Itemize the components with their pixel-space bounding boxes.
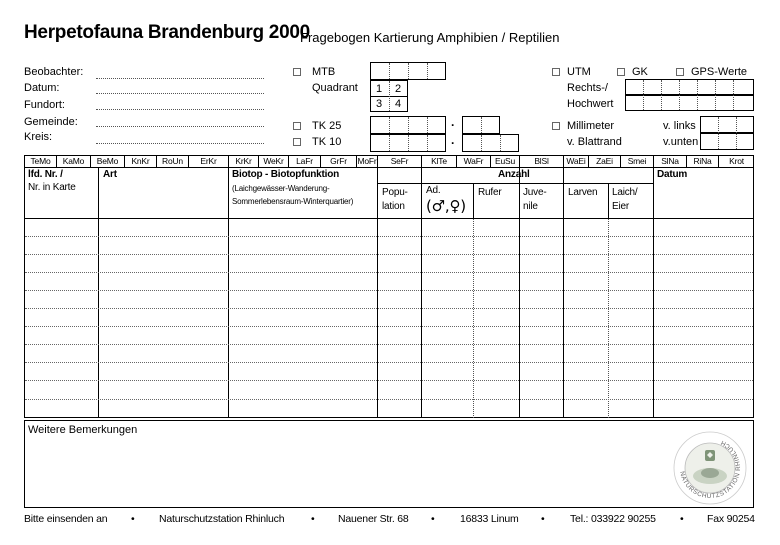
code-waei: WaEi	[566, 156, 586, 166]
footer-bullet: •	[680, 513, 684, 525]
mtb-label: MTB	[312, 66, 336, 78]
code-zaei: ZaEi	[596, 156, 613, 166]
code-smei: Smei	[627, 156, 647, 166]
population-header: Popu-	[382, 187, 408, 198]
table-row[interactable]	[25, 254, 753, 255]
form-title: Herpetofauna Brandenburg 2000	[24, 22, 310, 43]
table-row[interactable]	[25, 290, 753, 291]
mm-label: Millimeter	[567, 120, 615, 132]
utm-option[interactable]	[552, 66, 560, 78]
gemeinde-label: Gemeinde:	[24, 116, 78, 128]
anzahl-header: Anzahl	[498, 169, 530, 180]
table-row[interactable]	[25, 399, 753, 400]
kreis-label: Kreis:	[24, 131, 53, 143]
population-header-2: lation	[382, 201, 405, 212]
table-row[interactable]	[25, 272, 753, 273]
table-row[interactable]	[25, 308, 753, 309]
tk10-checkbox[interactable]	[293, 138, 301, 146]
mm-checkbox[interactable]	[552, 122, 560, 130]
lfd-nr-sub: Nr. in Karte	[28, 182, 76, 193]
footer-send-label: Bitte einsenden an	[24, 513, 108, 525]
fundort-label: Fundort:	[24, 99, 65, 111]
laich-header: Laich/	[612, 187, 638, 198]
code-grfr: GrFr	[330, 156, 347, 166]
footer-bullet: •	[431, 513, 435, 525]
kreis-field[interactable]	[96, 143, 264, 144]
code-klte: KlTe	[431, 156, 447, 166]
tk10-label: TK 10	[312, 136, 342, 148]
gk-option[interactable]	[617, 66, 625, 78]
footer-city: 16833 Linum	[460, 513, 519, 525]
biotop-sub2: Sommerlebensraum-Winterquartier)	[232, 197, 354, 206]
code-wekr: WeKr	[263, 156, 284, 166]
rechtswert-box[interactable]	[625, 79, 754, 95]
gps-label: GPS-Werte	[691, 66, 748, 78]
svg-text:NATURSCHUTZSTATION RHINLUCH: NATURSCHUTZSTATION RHINLUCH	[678, 438, 743, 501]
vunten-label: v.unten	[663, 136, 699, 148]
fundort-field[interactable]	[96, 109, 264, 110]
mm-option[interactable]	[552, 120, 560, 132]
hochwert-box[interactable]	[625, 95, 754, 111]
gk-checkbox[interactable]	[617, 68, 625, 76]
blatt-label: v. Blattrand	[567, 136, 622, 148]
vunten-box[interactable]	[700, 133, 754, 150]
gps-option[interactable]	[676, 66, 684, 78]
mtb-option[interactable]	[293, 66, 301, 78]
form-subtitle: Fragebogen Kartierung Amphibien / Reptilien	[300, 30, 560, 45]
gps-checkbox[interactable]	[676, 68, 684, 76]
code-sefr: SeFr	[390, 156, 409, 166]
adult-header: Ad.	[426, 185, 441, 196]
datum-field[interactable]	[96, 93, 264, 94]
tk25-label: TK 25	[312, 120, 342, 132]
code-knkr: KnKr	[131, 156, 150, 166]
utm-label: UTM	[567, 66, 591, 78]
art-header: Art	[103, 169, 117, 180]
footer-fax: Fax 90254	[707, 513, 755, 525]
quadrant-label: Quadrant	[312, 82, 358, 94]
code-krot: Krot	[729, 156, 744, 166]
table-row[interactable]	[25, 344, 753, 345]
code-krkr: KrKr	[235, 156, 252, 166]
larven-header: Larven	[568, 187, 598, 198]
footer-street: Nauener Str. 68	[338, 513, 409, 525]
code-kamo: KaMo	[62, 156, 85, 166]
vlinks-box[interactable]	[700, 116, 754, 133]
table-row[interactable]	[25, 362, 753, 363]
tk10-option[interactable]	[293, 136, 301, 148]
naturschutzstation-stamp	[672, 430, 748, 506]
table-row[interactable]	[25, 236, 753, 237]
code-slna: SlNa	[661, 156, 679, 166]
vlinks-label: v. links	[663, 120, 696, 132]
quadrant-3[interactable]: 3	[376, 98, 383, 110]
code-rina: RiNa	[693, 156, 712, 166]
biotop-sub1: (Laichgewässer-Wanderung-	[232, 184, 330, 193]
quadrant-4[interactable]: 4	[395, 98, 402, 110]
code-mofr: MoFr	[357, 156, 377, 166]
juvenile-header-2: nile	[523, 201, 538, 212]
code-bemo: BeMo	[96, 156, 119, 166]
hoch-label: Hochwert	[567, 98, 614, 110]
beobachter-field[interactable]	[96, 78, 264, 79]
tk-box-d[interactable]	[462, 134, 519, 152]
table-row[interactable]	[25, 380, 753, 381]
code-blsl: BlSl	[534, 156, 549, 166]
code-lafr: LaFr	[296, 156, 313, 166]
code-roun: RoUn	[162, 156, 183, 166]
utm-checkbox[interactable]	[552, 68, 560, 76]
code-temo: TeMo	[30, 156, 51, 166]
footer-bullet: •	[311, 513, 315, 525]
adult-sex-symbols: (♂,♀)	[426, 197, 466, 215]
quadrant-2[interactable]: 2	[395, 83, 402, 95]
footer-station: Naturschutzstation Rhinluch	[159, 513, 285, 525]
footer-bullet: •	[541, 513, 545, 525]
gk-label: GK	[632, 66, 648, 78]
mtb-checkbox[interactable]	[293, 68, 301, 76]
footer-bullet: •	[131, 513, 135, 525]
rechts-label: Rechts-/	[567, 82, 608, 94]
tk25-option[interactable]	[293, 120, 301, 132]
table-row[interactable]	[25, 326, 753, 327]
datum-header: Datum	[657, 169, 688, 180]
remarks-label: Weitere Bemerkungen	[28, 424, 138, 436]
tk25-checkbox[interactable]	[293, 122, 301, 130]
code-erkr: ErKr	[200, 156, 217, 166]
code-eusu: EuSu	[495, 156, 515, 166]
lfd-nr-header: lfd. Nr. /	[28, 169, 63, 180]
gemeinde-field[interactable]	[96, 126, 264, 127]
datum-label: Datum:	[24, 82, 60, 94]
rufer-header: Rufer	[478, 187, 502, 198]
code-wafr: WaFr	[463, 156, 484, 166]
juvenile-header: Juve-	[523, 187, 547, 198]
laich-header-2: Eier	[612, 201, 629, 212]
beobachter-label: Beobachter:	[24, 66, 84, 78]
footer-tel: Tel.: 033922 90255	[570, 513, 656, 525]
biotop-header: Biotop - Biotopfunktion	[232, 169, 340, 180]
quadrant-1[interactable]: 1	[376, 83, 383, 95]
